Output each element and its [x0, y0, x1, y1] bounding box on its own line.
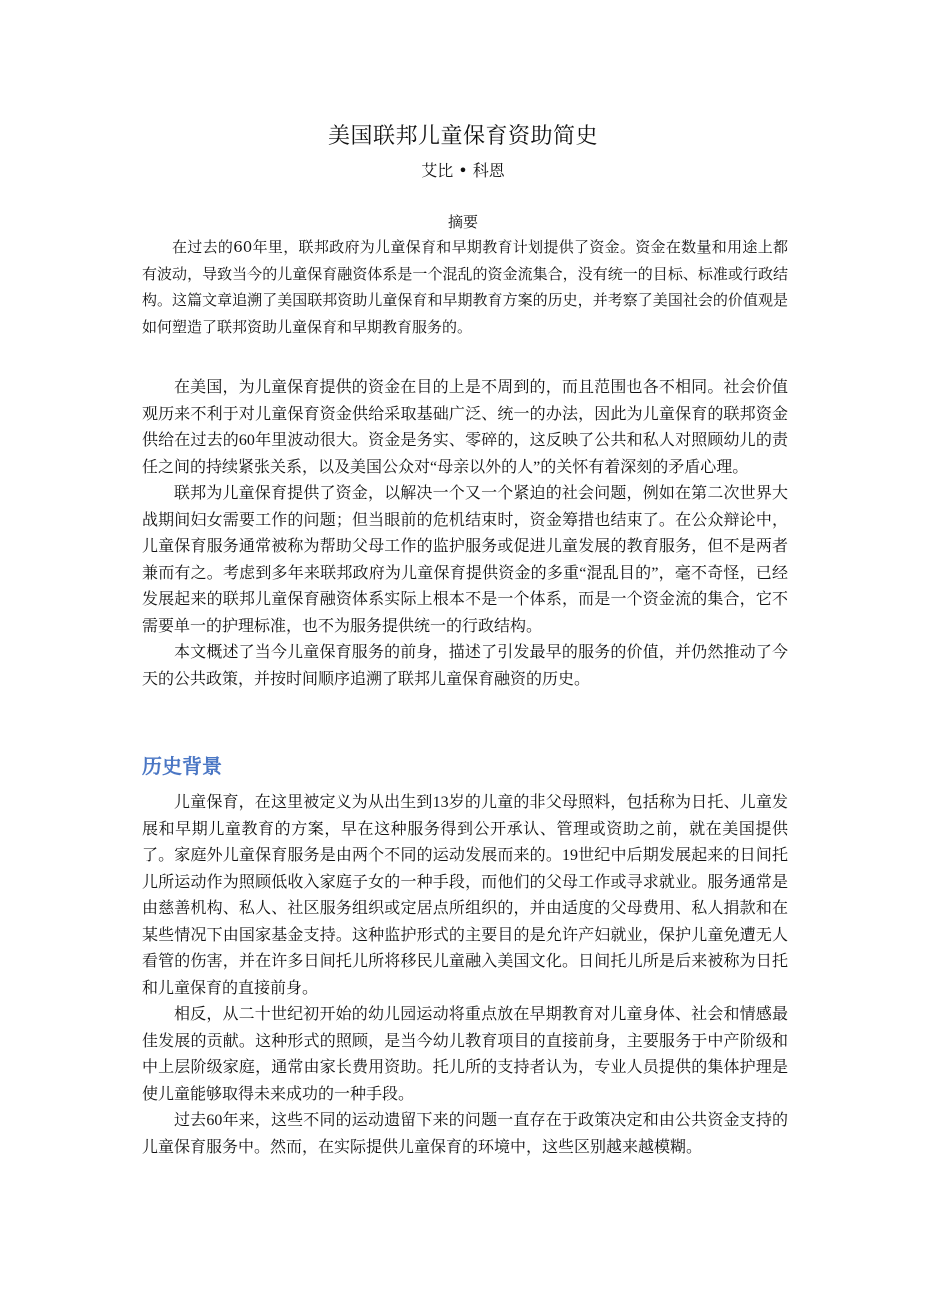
document-title: 美国联邦儿童保育资助简史 — [327, 124, 598, 149]
abstract-text: 在过去的60年里，联邦政府为儿童保育和早期教育计划提供了资金。资金在数量和用途上都有波动，导致当今的儿童保育融资体系是一个混乱的资金流集合，没有统一的目标、标准或行政结构。这篇文章追溯了美国联邦资助儿童保育和早期教育方案的历史，并考察了美国社会的价值观是如何塑造了联邦资助儿童保育和早期教育服务的。 — [142, 238, 788, 336]
intro-paragraph: 本文概述了当今儿童保育服务的前身，描述了引发最早的服务的价值，并仍然推动了今天的公共政策，并按时间顺序追溯了联邦儿童保育融资的历史。 — [142, 644, 788, 688]
intro-paragraph: 联邦为儿童保育提供了资金，以解决一个又一个紧迫的社会问题，例如在第二次世界大战期间妇女需要工作的问题；但当眼前的危机结束时，资金筹措也结束了。在公众辩论中，儿童保育服务通常被称为帮助父母工作的监护服务或促进儿童发展的教育服务，但不是两者兼而有之。考虑到多年来联邦政府为儿童保育提供资金的多重“混乱目的”，毫不奇怪，已经发展起来的联邦儿童保育融资体系实际上根本不是一个体系，而是一个资金流的集合，它不需要单一的护理标准，也不为服务提供统一的行政结构。 — [142, 485, 788, 635]
history-paragraph: 相反，从二十世纪初开始的幼儿园运动将重点放在早期教育对儿童身体、社会和情感最佳发展的贡献。这种形式的照顾，是当今幼儿教育项目的直接前身，主要服务于中产阶级和中上层阶级家庭，通常由家长费用资助。托儿所的支持者认为，专业人员提供的集体护理是使儿童能够取得未来成功的一种手段。 — [142, 1006, 788, 1103]
intro-section — [142, 375, 788, 693]
section-heading-history: 历史背景 — [142, 754, 222, 778]
intro-paragraph: 在美国，为儿童保育提供的资金在目的上是不周到的，而且范围也各不相同。社会价值观历来不利于对儿童保育资金供给采取基础广泛、统一的办法，因此为儿童保育的联邦资金供给在过去的60年里波动很大。资金是务实、零碎的，这反映了公共和私人对照顾幼儿的责任之间的持续紧张关系，以及美国公众对“母亲以外的人”的关怀有着深刻的矛盾心理。 — [142, 379, 788, 476]
history-paragraph: 儿童保育，在这里被定义为从出生到13岁的儿童的非父母照料，包括称为日托、儿童发展和早期儿童教育的方案，早在这种服务得到公开承认、管理或资助之前，就在美国提供了。家庭外儿童保育服务是由两个不同的运动发展而来的。19世纪中后期发展起来的日间托儿所运动作为照顾低收入家庭子女的一种手段，而他们的父母工作或寻求就业。服务通常是由慈善机构、私人、社区服务组织或定居点所组织的，并由适度的父母费用、私人捐款和在某些情况下由国家基金支持。这种监护形式的主要目的是允许产妇就业，保护儿童免遭无人看管的伤害，并在许多日间托儿所将移民儿童融入美国文化。日间托儿所是后来被称为日托和儿童保育的直接前身。 — [142, 794, 788, 997]
history-paragraph: 过去60年来，这些不同的运动遗留下来的问题一直存在于政策决定和由公共资金支持的儿童保育服务中。然而，在实际提供儿童保育的环境中，这些区别越来越模糊。 — [142, 1112, 788, 1156]
document-author: 艾比 • 科恩 — [421, 161, 505, 180]
history-section — [142, 790, 788, 1161]
abstract-heading: 摘要 — [447, 213, 478, 231]
